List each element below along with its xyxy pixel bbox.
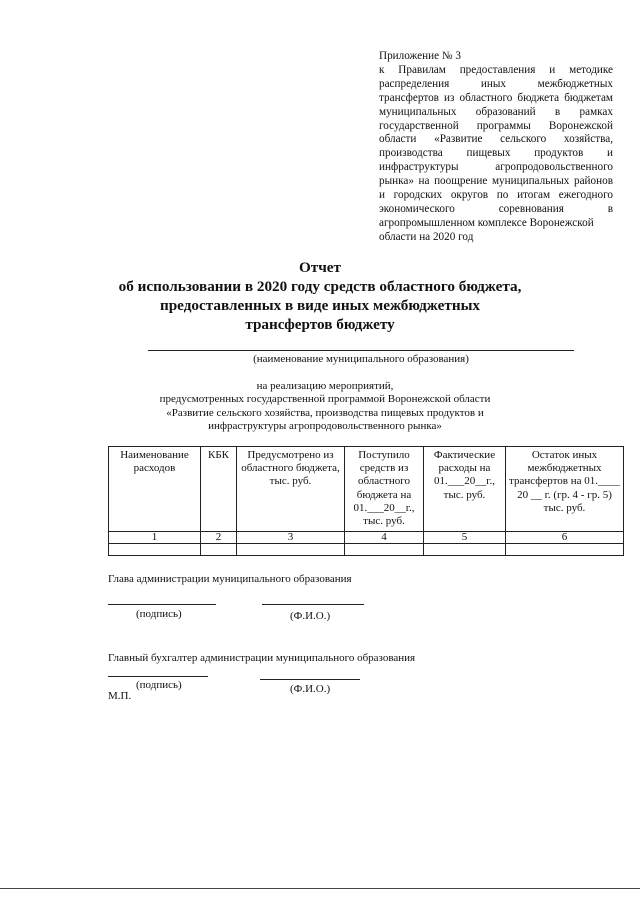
- head-name-caption: (Ф.И.О.): [290, 610, 331, 622]
- column-number: 6: [506, 532, 624, 544]
- head-signature-caption: (подпись): [136, 608, 182, 620]
- appendix-last-line: области на 2020 год: [379, 230, 474, 243]
- accountant-name-caption: (Ф.И.О.): [290, 683, 331, 695]
- accountant-signature-caption: (подпись): [136, 679, 182, 691]
- table-cell: [237, 544, 345, 556]
- table-cell: [109, 544, 201, 556]
- header-expense-name: Наименование расходов: [109, 447, 201, 532]
- column-number: 2: [201, 532, 237, 544]
- column-number-row: [109, 532, 624, 544]
- appendix-text: к Правилам предоставления и методике распределения иных межбюджетных трансфертов из областного бюджета бюджетам муниципальных образований в рамках государственной программы Воронежской области «Развитие сельского хозяйства, производства пищевых продуктов и инфраструктуры агропродовольственного рынка» на поощрение муниципальных районов и городских округов по итогам ежегодного экономического соревнования в агропромышленном комплексе Воронежской: [379, 63, 613, 229]
- report-title: [0, 258, 640, 334]
- purpose-line-2: предусмотренных государственной программой Воронежской области: [159, 393, 491, 406]
- title-line-3: предоставленных в виде иных межбюджетных: [159, 297, 481, 314]
- table-header-row: [109, 447, 624, 532]
- table-cell: [201, 544, 237, 556]
- head-signature-line: [108, 604, 216, 605]
- column-number: 1: [109, 532, 201, 544]
- purpose-line-3: «Развитие сельского хозяйства, производства пищевых продуктов и: [166, 406, 484, 419]
- head-name-line: [262, 604, 364, 605]
- stamp-label: М.П.: [108, 690, 132, 702]
- purpose-block: [100, 380, 550, 434]
- accountant-signature-line: [108, 676, 208, 677]
- header-remainder: Остаток иных межбюджетных трансфертов на 01.____ 20 __ г. (гр. 4 - гр. 5) тыс. руб.: [506, 447, 624, 532]
- appendix-block: [379, 50, 613, 245]
- accountant-title: Главный бухгалтер администрации муниципального образования: [108, 652, 416, 664]
- empty-data-row: [109, 544, 624, 556]
- appendix-number: Приложение № 3: [379, 50, 461, 62]
- municipality-underline: [148, 350, 574, 351]
- head-title: Глава администрации муниципального образования: [108, 573, 352, 585]
- header-kbk: КБК: [201, 447, 237, 532]
- municipality-caption: (наименование муниципального образования): [253, 353, 469, 365]
- title-line-4: трансфертов бюджету: [245, 316, 395, 333]
- accountant-name-line: [260, 679, 360, 680]
- purpose-line-1: на реализацию мероприятий,: [256, 380, 394, 392]
- header-received: Поступило средств из областного бюджета на 01.___20__г., тыс. руб.: [345, 447, 424, 532]
- header-actual: Фактические расходы на 01.___20__г., тыс. руб.: [424, 447, 506, 532]
- column-number: 5: [424, 532, 506, 544]
- column-number: 4: [345, 532, 424, 544]
- header-planned: Предусмотрено из областного бюджета, тыс. руб.: [237, 447, 345, 532]
- column-number: 3: [237, 532, 345, 544]
- table-cell: [345, 544, 424, 556]
- title-line-2: об использовании в 2020 году средств областного бюджета,: [118, 278, 522, 295]
- purpose-line-4: инфраструктуры агропродовольственного рынка»: [208, 420, 442, 433]
- report-table: [108, 446, 624, 556]
- page-bottom-edge: [0, 888, 640, 889]
- title-line-1: Отчет: [298, 259, 342, 276]
- table-cell: [424, 544, 506, 556]
- table-cell: [506, 544, 624, 556]
